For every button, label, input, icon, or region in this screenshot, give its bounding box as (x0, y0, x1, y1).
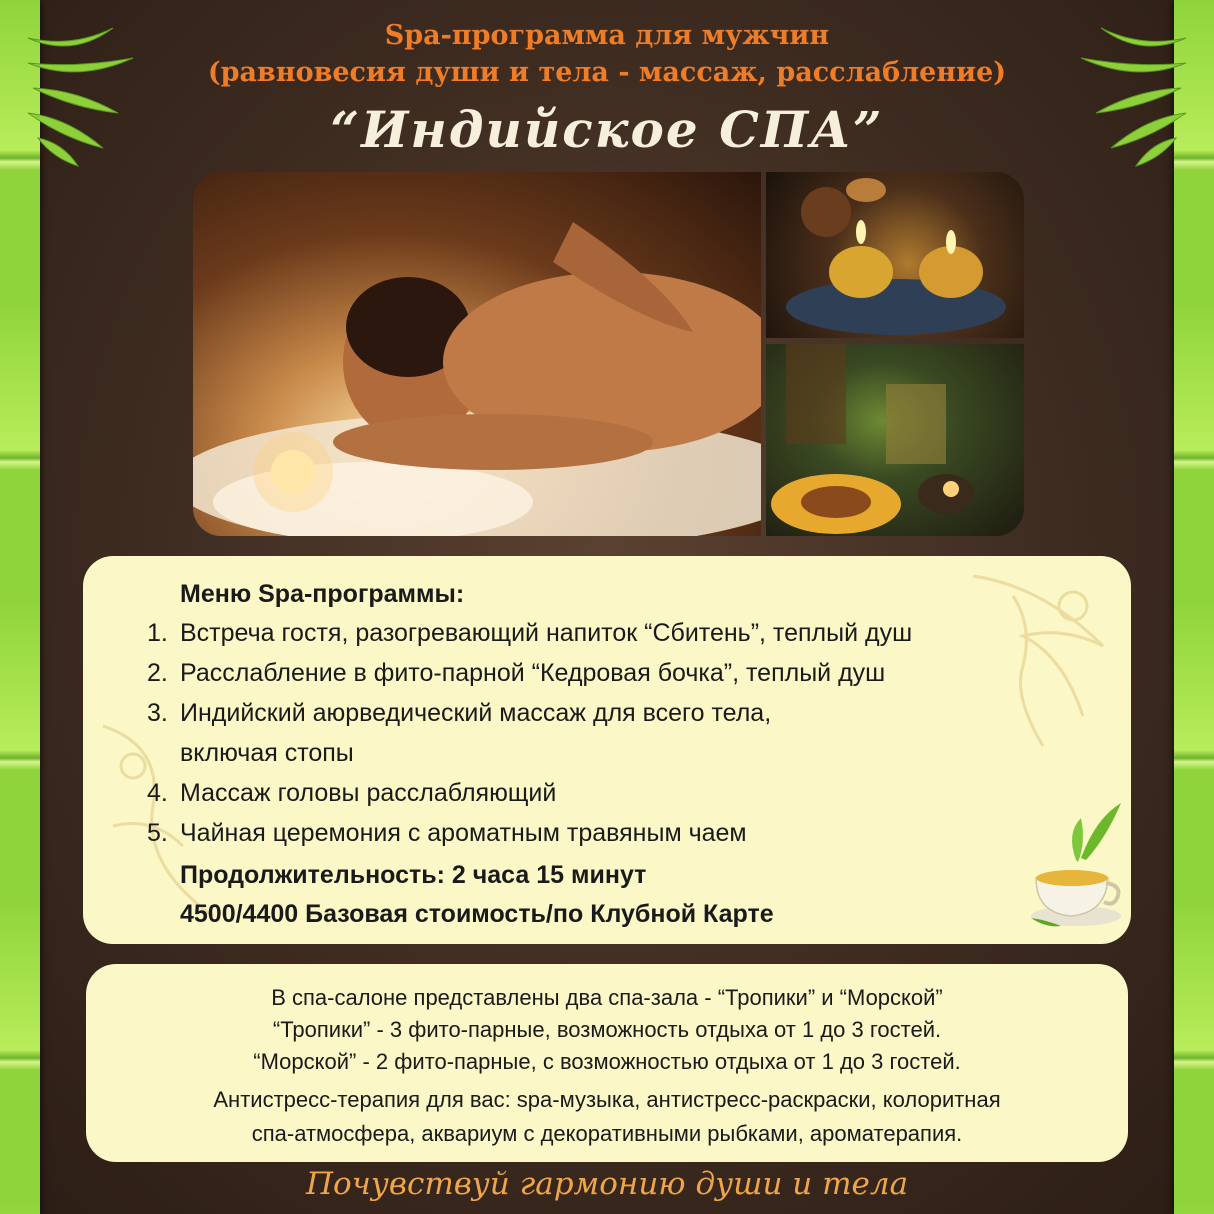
info-line: Антистресс-терапия для вас: spa-музыка, антистресс-раскраски, колоритная (213, 1087, 1001, 1112)
list-item-number: 2. (147, 659, 168, 687)
price-text: 4500/4400 Базовая стоимость/по Клубной Карте (180, 900, 774, 928)
list-item (147, 819, 747, 848)
list-item (147, 659, 885, 688)
candles-photo (766, 172, 1024, 338)
bamboo-right-decoration (1174, 0, 1214, 1214)
slogan: Почувствуй гармонию души и тела (305, 1166, 909, 1202)
program-description: (равновесия души и тела - массаж, расслабление) (207, 57, 1007, 88)
list-item-number: 4. (147, 779, 168, 807)
list-item-number: 1. (147, 619, 168, 647)
list-item-number: 3. (147, 699, 168, 727)
bamboo-left-decoration (0, 0, 40, 1214)
list-item-continuation: включая стопы (180, 739, 354, 767)
ornament-icon (953, 566, 1123, 766)
list-item (147, 779, 556, 808)
info-line: спа-атмосфера, аквариум с декоративными рыбками, ароматерапия. (251, 1121, 963, 1146)
list-item-text: Массаж головы расслабляющий (180, 779, 557, 807)
list-item (147, 699, 771, 728)
info-line: В спа-салоне представлены два спа-зала - “Тропики” и “Морской” (271, 985, 943, 1010)
massage-photo (193, 172, 761, 536)
info-line: “Морской” - 2 фито-парные, с возможностью отдыха от 1 до 3 гостей. (253, 1049, 961, 1074)
list-item (147, 619, 912, 648)
teacup-icon (1026, 798, 1126, 938)
list-item-text: Индийский аюрведический массаж для всего тела, (180, 699, 772, 727)
duration-text: Продолжительность: 2 часа 15 минут (180, 861, 647, 889)
spa-interior-photo (766, 344, 1024, 536)
list-item-text: Встреча гостя, разогревающий напиток “Сбитень”, теплый душ (180, 619, 913, 647)
list-item-text: Расслабление в фито-парной “Кедровая бочка”, теплый душ (180, 659, 886, 687)
list-item-number: 5. (147, 819, 168, 847)
page-title: “Индийское СПА” (330, 100, 884, 159)
menu-title: Меню Spa-программы: (180, 580, 465, 608)
list-item-text: Чайная церемония с ароматным травяным чаем (180, 819, 747, 847)
program-subtitle: Spa-программа для мужчин (384, 20, 830, 51)
info-line: “Тропики” - 3 фито-парные, возможность отдыха от 1 до 3 гостей. (272, 1017, 942, 1042)
